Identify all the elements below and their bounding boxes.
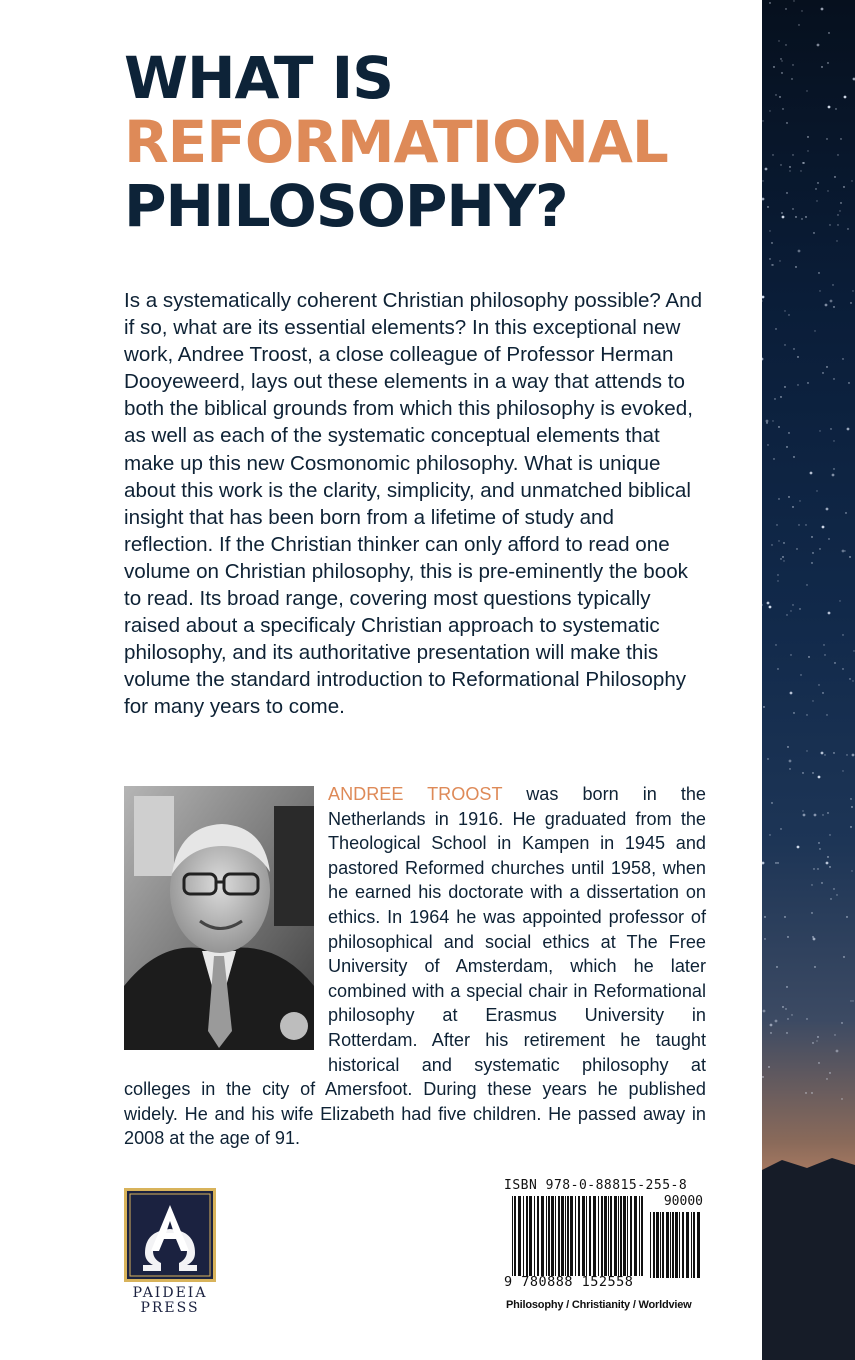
title-line-3: PHILOSOPHY? xyxy=(124,172,568,240)
title-line-2: REFORMATIONAL xyxy=(124,108,668,176)
starfield-image xyxy=(762,0,855,1360)
publisher-name-line-1: PAIDEIA xyxy=(132,1285,208,1301)
title-line-1: WHAT IS xyxy=(124,44,394,112)
publisher-name xyxy=(124,1286,216,1316)
alpha-omega-emblem xyxy=(124,1188,216,1282)
author-name: ANDREE TROOST xyxy=(328,784,503,804)
isbn-barcode xyxy=(500,1178,705,1296)
publisher-name-line-2: PRESS xyxy=(140,1300,200,1316)
publisher-logo xyxy=(124,1188,216,1316)
author-photo xyxy=(124,786,314,1050)
book-title xyxy=(124,46,668,238)
author-bio-text: was born in the Netherlands in 1916. He graduated from the Theological School in Kampen in 1945 and pastored Reformed churches until 1958, when he earned his doctorate with a dissertation on ethics. In 1964 he was appointed professor of philosophical and social ethics at The Free University of Amsterdam, which he later combined with a special chair in Reformational philosophy at Erasmus University in Rotterdam. After his retirement he taught historical and systematic philosophy at colleges in the city of Amersfoot. During these years he published widely. He and his wife Elizabeth had five children. He passed away in 2008 at the age of 91. xyxy=(124,784,706,1149)
author-bio-section xyxy=(124,782,706,1151)
barcode-digits: 9 780888 152558 xyxy=(504,1274,634,1290)
book-description: Is a systematically coherent Christian philosophy possible? And if so, what are its essential elements? In this exceptional new work, Andree Troost, a close colleague of Professor Herman Dooyeweerd, lays out these elements in a way that attends to both the biblical grounds from which this philosophy is evoked, as well as each of the systematic conceptual elements that make up this new Cosmonomic philosophy. What is unique about this work is the clarity, simplicity, and unmatched biblical insight that has been born from a lifetime of study and reflection. If the Christian thinker can only afford to read one volume on Christian philosophy, this is pre-eminently the book to read. Its broad range, covering most questions typically raised about a specificaly Christian approach to systematic philosophy, and its authoritative presentation will make this volume the standard introduction to Reformational Philosophy for many years to come. xyxy=(124,289,703,719)
price-addon-code: 90000 xyxy=(663,1194,703,1209)
addon-bars xyxy=(650,1212,702,1278)
barcode-bars xyxy=(512,1196,644,1276)
category-label: Philosophy / Christianity / Worldview xyxy=(506,1299,692,1311)
spine-starfield xyxy=(762,0,855,1360)
isbn-label: ISBN 978-0-88815-255-8 xyxy=(504,1178,688,1193)
